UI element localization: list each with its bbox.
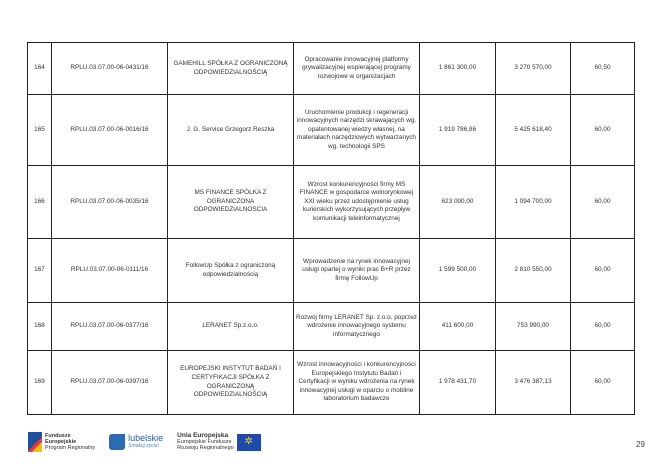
eu-flag-icon: ✲ xyxy=(237,434,261,451)
page-number: 29 xyxy=(636,440,645,449)
cell-title: Wprowadzenie na rynek innowacyjnej usługi opartej o wyniki prac B+R przez firmę FollowUp xyxy=(294,239,420,303)
cell-code: RPLU.03.07.00-06-0035/16 xyxy=(52,166,168,239)
lubelskie-slogan: Smakuj życie! xyxy=(128,443,159,449)
cell-total: 3 476 387,13 xyxy=(496,351,571,415)
cell-beneficiary: MS FINANCE SPÓLKA Z OGRANICZONA ODPOWIEDZIALNOSCIA xyxy=(168,166,294,239)
lubelskie-mark-icon xyxy=(109,434,125,450)
cell-beneficiary: J. G. Service Grzegorz Reszka xyxy=(168,95,294,166)
eu-line3: Rozwoju Regionalnego xyxy=(177,445,234,451)
cell-code: RPLU.03.07.00-06-0377/16 xyxy=(52,303,168,351)
cell-beneficiary: LERANET Sp.z.o.o. xyxy=(168,303,294,351)
cell-code: RPLU.03.07.00-06-0111/16 xyxy=(52,239,168,303)
table-row xyxy=(28,351,635,415)
cell-percent: 60,00 xyxy=(571,303,635,351)
cell-percent: 60,00 xyxy=(571,166,635,239)
cell-funding: 1 919 786,86 xyxy=(420,95,496,166)
cell-funding: 1 861 300,00 xyxy=(420,43,496,95)
cell-code: RPLU.03.07.00-06-0397/16 xyxy=(52,351,168,415)
cell-title: Wzrost innowacyjności i konkurencyjności Europejskiego Instytutu Badań i Certyfikacji w wyniku wdrożenia na rynek innowacyjnej usługi w oparciu o mobilne laboratorium badawcze xyxy=(294,351,420,415)
fe-line3: Program Regionalny xyxy=(45,445,96,451)
fe-star-icon xyxy=(28,432,42,452)
cell-no: 167 xyxy=(28,239,52,303)
cell-percent: 60,00 xyxy=(571,95,635,166)
fe-line2: Europejskie xyxy=(45,439,77,445)
cell-percent: 60,00 xyxy=(571,239,635,303)
table-row xyxy=(28,239,635,303)
cell-title: Rozwój firmy LERANET Sp. z.o.o. poprzez wdrożenie innowacyjnego systemu informatycznego xyxy=(294,303,420,351)
cell-beneficiary: FollowUp Spółka z ograniczoną odpowiedzialnością xyxy=(168,239,294,303)
cell-funding: 623 000,00 xyxy=(420,166,496,239)
cell-percent: 60,50 xyxy=(571,43,635,95)
table-row xyxy=(28,303,635,351)
cell-no: 168 xyxy=(28,303,52,351)
cell-total: 5 425 618,40 xyxy=(496,95,571,166)
cell-total: 1 094 700,00 xyxy=(496,166,571,239)
table-row xyxy=(28,95,635,166)
eu-logo xyxy=(177,433,261,451)
cell-no: 166 xyxy=(28,166,52,239)
cell-beneficiary: EUROPEJSKI INSTYTUT BADAŃ I CERTYFIKACJI SPÓŁKA Z OGRANICZONĄ ODPOWIEDZIALNOŚCIĄ xyxy=(168,351,294,415)
cell-percent: 60,00 xyxy=(571,351,635,415)
cell-no: 164 xyxy=(28,43,52,95)
lubelskie-logo xyxy=(109,434,163,450)
cell-funding: 1 599 500,00 xyxy=(420,239,496,303)
footer-logos xyxy=(28,428,261,456)
cell-code: RPLU.03.07.00-06-0431/16 xyxy=(52,43,168,95)
cell-beneficiary: GAMEHILL SPÓŁKA Z OGRANICZONĄ ODPOWIEDZIALNOŚCIĄ xyxy=(168,43,294,95)
eu-line1: Unia Europejska xyxy=(177,432,229,439)
cell-title: Opracowanie innowacyjnej platformy grywalizacyjnej wspierającej programy rozwojowe w organizacjach xyxy=(294,43,420,95)
lubelskie-name: lubelskie xyxy=(128,433,164,443)
fe-line1: Fundusze xyxy=(45,433,71,439)
table-row xyxy=(28,43,635,95)
cell-total: 2 810 550,00 xyxy=(496,239,571,303)
cell-no: 165 xyxy=(28,95,52,166)
fundusze-europejskie-logo xyxy=(28,432,95,452)
cell-total: 753 990,00 xyxy=(496,303,571,351)
cell-total: 3 270 570,00 xyxy=(496,43,571,95)
cell-no: 169 xyxy=(28,351,52,415)
cell-title: Wzrost konkurencyjności firmy MS FINANCE w gospodarce wolnorynkowej XXI wieku przez udostępnienie usług kurierskich wykorzysujących przepływ komunikacji teleinformatycznej xyxy=(294,166,420,239)
cell-title: Uruchomienie produkcji i regeneracji innowacyjnych narzędzi skrawających wg. opatentowanej wiedzy własnej, na materiałach narzędziowych wytwarzanych wg. technologii SPS xyxy=(294,95,420,166)
eu-line2: Europejskie Fundusze xyxy=(177,439,232,445)
projects-table xyxy=(27,42,635,415)
cell-funding: 1 978 431,70 xyxy=(420,351,496,415)
cell-code: RPLU.03.07.00-06-0016/16 xyxy=(52,95,168,166)
table-row xyxy=(28,166,635,239)
cell-funding: 411 600,00 xyxy=(420,303,496,351)
